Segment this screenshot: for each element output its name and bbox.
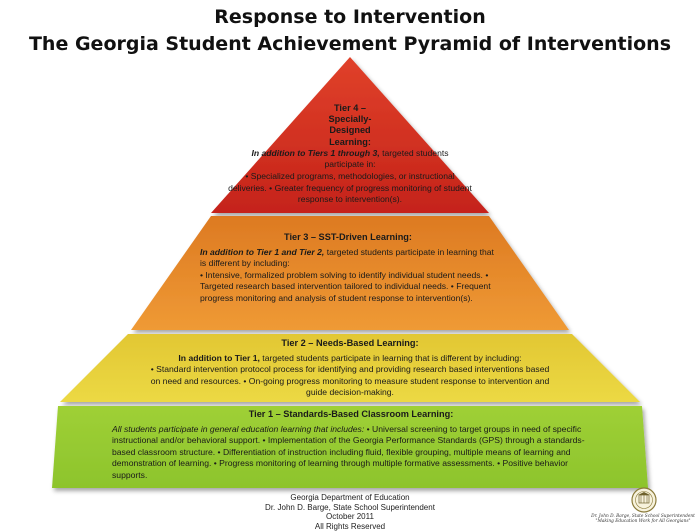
tier4-heading-1: Tier 4 – xyxy=(333,103,366,113)
tier3-heading: Tier 3 – SST-Driven Learning: xyxy=(284,232,412,242)
tier1-bullets: • Universal screening to target groups in need of specific instructional and/or behavioral support. • Implementation of the Georgia Performance Standards (GPS) through a standards-based classroom structure. • Differentiation of instruction including fluid, flexible grouping, multiple means of learning and demonstration of learning. • Progress monitoring of learning through multiple formative assessments. • Positive behavior supports. xyxy=(112,423,585,480)
footer-line-1: Georgia Department of Education xyxy=(290,493,410,502)
georgia-seal-icon xyxy=(628,487,660,515)
tier3-lead: In addition to Tier 1 and Tier 2, xyxy=(200,246,325,257)
tier2-lead-rest: targeted students participate in learning that is different by including: xyxy=(259,352,522,363)
footer xyxy=(0,493,700,531)
title-line-1: Response to Intervention xyxy=(214,6,486,28)
tier1-heading: Tier 1 – Standards-Based Classroom Learning: xyxy=(248,409,454,419)
footer-line-2: Dr. John D. Barge, State School Superintendent xyxy=(265,502,435,512)
tier2-lead: In addition to Tier 1, xyxy=(178,352,260,363)
signature-line-2: "Making Education Work for All Georgians" xyxy=(595,519,691,525)
tier4-heading-2: Specially- xyxy=(328,114,372,125)
signature-block xyxy=(588,514,698,525)
tier4-lead: In addition to Tiers 1 through 3, xyxy=(251,147,380,158)
tier4-lead-rest: targeted students participate in: xyxy=(324,147,449,170)
tier2-heading: Tier 2 – Needs-Based Learning: xyxy=(281,338,419,348)
tier3-lead-rest: targeted students participate in learning that is different by including: xyxy=(200,246,494,269)
tier1-lead: All students participate in general education learning that includes: xyxy=(112,423,365,434)
tier4-text xyxy=(228,103,472,206)
tier1-text xyxy=(112,409,590,482)
tier2-text xyxy=(150,338,550,399)
signature-line-1: Dr. John D. Barge, State School Superintendent xyxy=(591,514,695,519)
tier4-heading-3: Designed xyxy=(329,125,371,136)
tier3-bullets: • Intensive, formalized problem solving to identify individual student needs. • Targeted research based intervention tailored to individual needs. • Frequent progress monitoring and analysis of student response to intervention(s). xyxy=(200,269,491,303)
tier4-heading-4: Learning: xyxy=(329,136,371,147)
tier2-bullets: • Standard intervention protocol process for identifying and providing research based interventions based on need and resources. • On-going progress monitoring to measure student response to intervention and guide decision-making. xyxy=(150,364,550,398)
footer-line-3: October 2011 xyxy=(326,512,374,522)
tier3-text xyxy=(200,232,496,305)
footer-line-4: All Rights Reserved xyxy=(314,521,386,531)
tier4-bullets: • Specialized programs, methodologies, or instructional deliveries. • Greater frequency of progress monitoring of student response to intervention(s). xyxy=(228,171,472,205)
title-line-2: The Georgia Student Achievement Pyramid of Interventions xyxy=(28,33,672,55)
